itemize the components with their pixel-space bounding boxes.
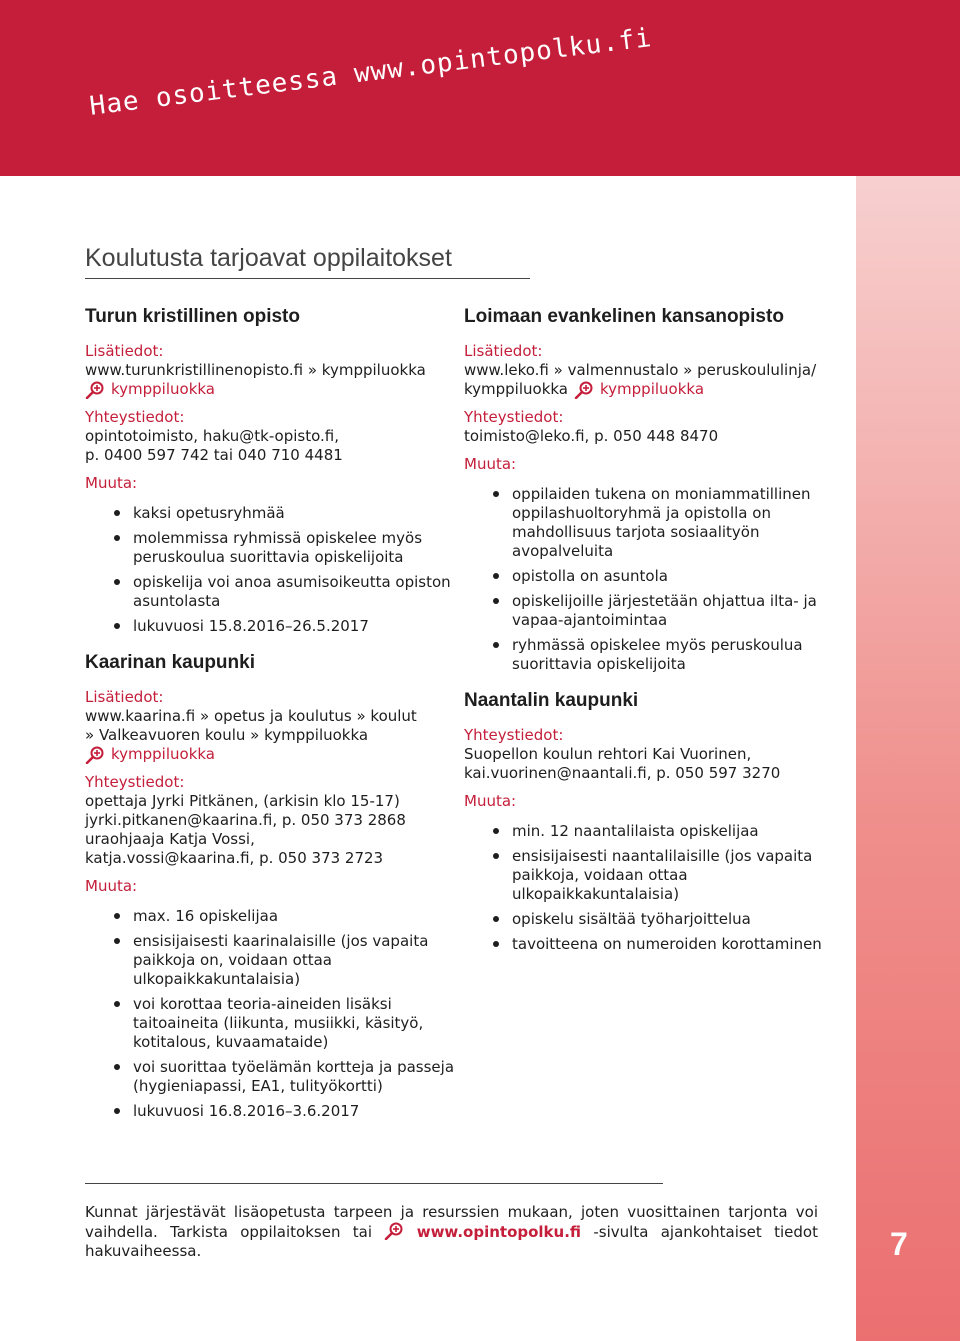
info-link[interactable] bbox=[85, 745, 455, 764]
bullet-list bbox=[85, 907, 455, 1121]
list-item: lukuvuosi 16.8.2016–3.6.2017 bbox=[133, 1102, 455, 1121]
institution-turku bbox=[85, 305, 455, 636]
contact-line: toimisto@leko.fi, p. 050 448 8470 bbox=[464, 427, 719, 445]
contact-label: Yhteystiedot: bbox=[464, 408, 564, 426]
institution-kaarina bbox=[85, 651, 455, 1121]
footer-link[interactable]: www.opintopolku.fi bbox=[416, 1223, 582, 1241]
title-divider bbox=[85, 278, 530, 279]
bullet-list bbox=[464, 485, 844, 674]
list-item: max. 16 opiskelijaa bbox=[133, 907, 455, 926]
institution-heading: Kaarinan kaupunki bbox=[85, 652, 255, 673]
section-title: Koulutusta tarjoavat oppilaitokset bbox=[85, 244, 452, 272]
list-item: tavoitteena on numeroiden korottaminen bbox=[512, 935, 844, 954]
info-link-text[interactable]: kymppiluokka bbox=[111, 380, 216, 398]
magnifier-icon bbox=[574, 381, 594, 399]
right-column bbox=[464, 305, 844, 960]
institution-naantali bbox=[464, 689, 844, 954]
info-text: www.kaarina.fi » opetus ja koulutus » koulut bbox=[85, 707, 417, 725]
magnifier-icon bbox=[85, 381, 105, 399]
magnifier-icon bbox=[384, 1222, 404, 1240]
list-item: min. 12 naantalilaista opiskelijaa bbox=[512, 822, 844, 841]
contact-label: Yhteystiedot: bbox=[85, 773, 185, 791]
other-label: Muuta: bbox=[464, 792, 517, 810]
info-text: www.turunkristillinenopisto.fi » kymppiluokka bbox=[85, 361, 426, 379]
list-item: ryhmässä opiskelee myös peruskoulua suorittavia opiskelijoita bbox=[512, 636, 844, 674]
bullet-list bbox=[85, 504, 455, 636]
contact-line: opettaja Jyrki Pitkänen, (arkisin klo 15-17) bbox=[85, 792, 400, 810]
info-link-text[interactable]: kymppiluokka bbox=[111, 745, 216, 763]
bullet-list bbox=[464, 822, 844, 954]
list-item: ensisijaisesti kaarinalaisille (jos vapaita paikkoja on, voidaan ottaa ulkopaikkakuntalaisia) bbox=[133, 932, 455, 989]
left-column bbox=[85, 305, 455, 1127]
list-item: molemmissa ryhmissä opiskelee myös peruskoulua suorittavia opiskelijoita bbox=[133, 529, 455, 567]
contact-label: Yhteystiedot: bbox=[85, 408, 185, 426]
info-text: » Valkeavuoren koulu » kymppiluokka bbox=[85, 726, 369, 744]
footer-note bbox=[85, 1203, 818, 1261]
list-item: opiskelu sisältää työharjoittelua bbox=[512, 910, 844, 929]
page-number: 7 bbox=[890, 1226, 908, 1262]
footer-text-end: -sivulta ajankohtaiset tiedot hakuvaiheessa. bbox=[85, 1223, 818, 1260]
contact-line: uraohjaaja Katja Vossi, bbox=[85, 830, 255, 848]
info-label: Lisätiedot: bbox=[464, 342, 543, 360]
list-item: opistolla on asuntola bbox=[512, 567, 844, 586]
contact-line: katja.vossi@kaarina.fi, p. 050 373 2723 bbox=[85, 849, 384, 867]
list-item: opiskelija voi anoa asumisoikeutta opiston asuntolasta bbox=[133, 573, 455, 611]
info-label: Lisätiedot: bbox=[85, 688, 164, 706]
list-item: voi suorittaa työelämän kortteja ja passeja (hygieniapassi, EA1, tulityökortti) bbox=[133, 1058, 455, 1095]
list-item: oppilaiden tukena on moniammatillinen oppilashuoltoryhmä ja opistolla on mahdollisuus tarjota sosiaalityön avopalveluita bbox=[512, 485, 844, 561]
institution-loimaa bbox=[464, 305, 844, 674]
info-label: Lisätiedot: bbox=[85, 342, 164, 360]
list-item: opiskelijoille järjestetään ohjattua ilta- ja vapaa-ajantoimintaa bbox=[512, 592, 844, 630]
institution-heading: Naantalin kaupunki bbox=[464, 690, 639, 711]
other-label: Muuta: bbox=[85, 877, 138, 895]
institution-heading: Loimaan evankelinen kansanopisto bbox=[464, 306, 784, 327]
contact-line: kai.vuorinen@naantali.fi, p. 050 597 3270 bbox=[464, 764, 781, 782]
contact-line: Suopellon koulun rehtori Kai Vuorinen, bbox=[464, 745, 752, 763]
info-text: www.leko.fi » valmennustalo » peruskoululinja/ bbox=[464, 361, 817, 379]
magnifier-icon bbox=[85, 746, 105, 764]
list-item: kaksi opetusryhmää bbox=[133, 504, 455, 523]
footer-text: Kunnat järjestävät lisäopetusta tarpeen ja resurssien mukaan, joten vuosittainen tarjonta voi vaihdella. Tarkista oppilaitoksen tai bbox=[85, 1203, 818, 1241]
other-label: Muuta: bbox=[464, 455, 517, 473]
info-link[interactable] bbox=[85, 380, 455, 399]
info-text: kymppiluokka bbox=[464, 380, 569, 398]
list-item: voi korottaa teoria-aineiden lisäksi taitoaineita (liikunta, musiikki, käsityö, kotitalous, kuvaamataide) bbox=[133, 995, 455, 1052]
list-item: ensisijaisesti naantalilaisille (jos vapaita paikkoja, voidaan ottaa ulkopaikkakuntalaisia) bbox=[512, 847, 844, 904]
list-item: lukuvuosi 15.8.2016–26.5.2017 bbox=[133, 617, 455, 636]
banner-title: Hae osoitteessa www.opintopolku.fi bbox=[88, 22, 654, 122]
contact-label: Yhteystiedot: bbox=[464, 726, 564, 744]
contact-line: jyrki.pitkanen@kaarina.fi, p. 050 373 2868 bbox=[85, 811, 406, 829]
info-link-row bbox=[464, 380, 844, 399]
side-stripe bbox=[856, 176, 960, 1341]
contact-line: p. 0400 597 742 tai 040 710 4481 bbox=[85, 446, 343, 464]
header-banner bbox=[0, 0, 960, 176]
other-label: Muuta: bbox=[85, 474, 138, 492]
info-link-text[interactable]: kymppiluokka bbox=[600, 380, 705, 398]
footer-divider bbox=[85, 1183, 663, 1184]
contact-line: opintotoimisto, haku@tk-opisto.fi, bbox=[85, 427, 339, 445]
institution-heading: Turun kristillinen opisto bbox=[85, 306, 300, 327]
